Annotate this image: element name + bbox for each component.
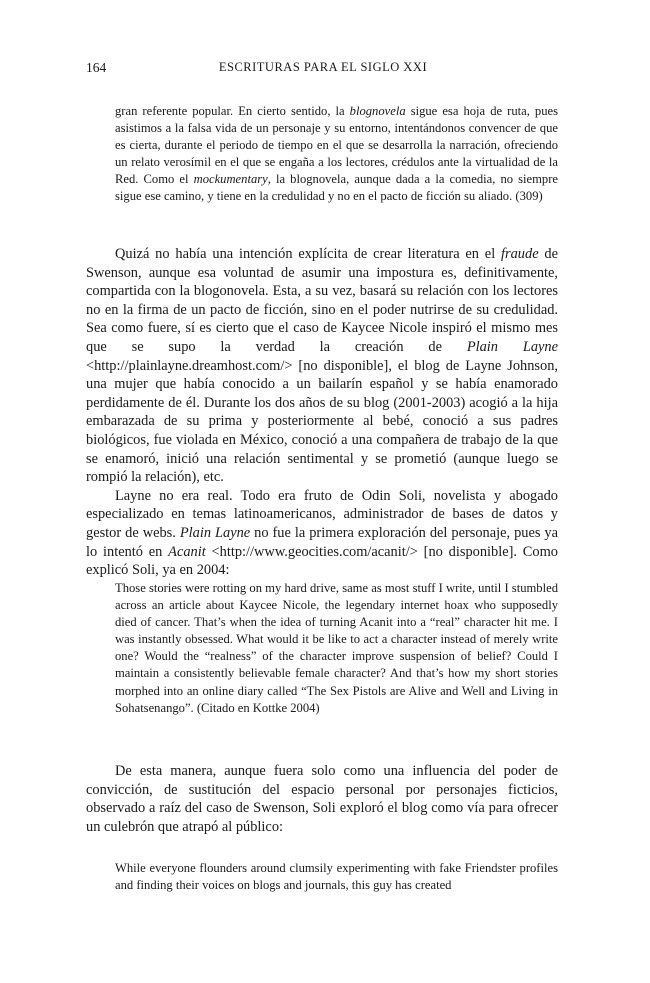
- paragraph-2: [86, 487, 558, 580]
- italic-title: Plain Layne: [179, 524, 251, 541]
- block-quote-2: [115, 580, 558, 717]
- block-quote-1: [115, 103, 558, 206]
- quote-paragraph: [115, 103, 558, 206]
- paragraph-text: Quizá no había una intención explícita de crear literatura en el: [115, 246, 502, 262]
- italic-title: Acanit: [168, 543, 206, 560]
- paragraph-1: [86, 245, 558, 487]
- italic-term: mockumentary: [193, 172, 268, 187]
- paragraph-text: <http://plainlayne.dreamhost.com/> [no disponible], el blog de Layne Johnson, una mujer que había conocido a un bailarín español y se había enamorado perdidamente de él. Durante los dos años de su blog (2001-2003) acogió a la hija embarazada de su prima y posteriormente al bebé, conoció a sus padres biológicos, fue violada en México, conoció a una compañera de trabajo de la que se enamoró, inició una relación sentimental y se prometió (aunque luego se rompió la relación), etc.: [86, 357, 558, 486]
- paragraph-text: <http://www.geocities.com/acanit/> [no disponible]. Como explicó Soli, ya en 2004:: [86, 543, 558, 579]
- paragraph-3: De esta manera, aunque fuera solo como una influencia del poder de convicción, de sustitución del espacio personal por personajes ficticios, observado a raíz del caso de Swenson, Soli exploró el blog como vía para ofrecer un culebrón que atrapó al público:: [86, 763, 558, 835]
- page-number: 164: [86, 60, 107, 75]
- block-quote-3: [115, 860, 558, 894]
- running-title: ESCRITURAS PARA EL SIGLO XXI: [218, 60, 428, 74]
- italic-term: fraude: [501, 246, 539, 262]
- body-text-1: [86, 245, 558, 580]
- italic-title: Plain Layne: [466, 338, 558, 355]
- paragraph-text: no fue la primera exploración del personaje, pues ya lo intentó en: [86, 524, 559, 560]
- quote-text: , la blognovela, aunque dada a la comedia, no siempre sigue ese camino, y tiene en la credulidad y no en el pacto de ficción su aliado. (309): [115, 172, 558, 204]
- body-text-2: [86, 762, 558, 836]
- page-header: [86, 60, 560, 80]
- quote-paragraph: While everyone flounders around clumsily experimenting with fake Friendster profiles and finding their voices on blogs and journals, this guy has created: [115, 861, 558, 893]
- paragraph-text: Layne no era real. Todo era fruto de Odin Soli, novelista y abogado especializado en temas latinoamericanos, administrador de bases de datos y gestor de webs.: [86, 487, 558, 541]
- paragraph-text: de Swenson, aunque esa voluntad de asumir una impostura es, definitivamente, compartida con la blogonovela. Esta, a su vez, basará su relación con los lectores no en la firma de un pacto de ficción, sino en el poder nutrirse de su credulidad. Sea como fuere, sí es cierto que el caso de Kaycee Nicole inspiró el mismo mes que se supo la verdad la creación de: [86, 246, 558, 355]
- quote-paragraph: Those stories were rotting on my hard drive, same as most stuff I write, until I stumbled across an article about Kaycee Nicole, the legendary internet hoax who supposedly died of cancer. That’s when the idea of turning Acanit into a “real” character hit me. I was instantly obsessed. What would it be like to act a character instead of merely write one? Would the “realness” of the character improve suspension of belief? Could I maintain a consistently believable female character? And that’s how my short stories morphed into an online diary called “The Sex Pistols are Alive and Well and Living in Sohatsenango”. (Citado en Kottke 2004): [115, 581, 558, 715]
- quote-text: gran referente popular. En cierto sentido, la: [115, 104, 350, 118]
- italic-term: blognovela: [349, 104, 406, 118]
- quote-text: sigue esa hoja de ruta, pues asistimos a la falsa vida de un personaje y su entorno, intentándonos convencer de que es cierta, durante el periodo de tiempo en el que se desarrolla la narración, ofreciendo un relato verosímil en el que se engaña a los lectores, crédulos ante la virtualidad de la Red. Como el: [115, 104, 558, 187]
